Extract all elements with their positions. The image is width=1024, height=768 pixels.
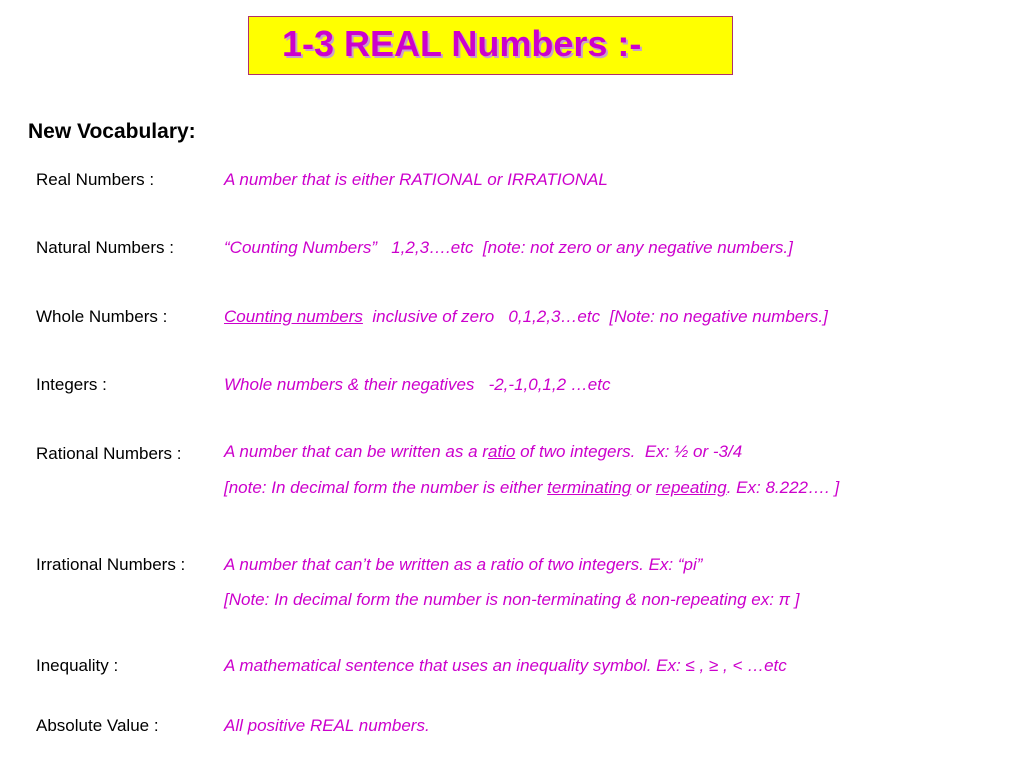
slide-title: 1-3 REAL Numbers :- [282, 23, 642, 64]
vocab-definition [224, 478, 839, 498]
vocab-term: Inequality : [36, 656, 119, 675]
vocab-definition [224, 442, 742, 462]
definition-text: inclusive of zero 0,1,2,3…etc [Note: no negative numbers.] [362, 307, 828, 326]
vocab-term: Natural Numbers : [36, 238, 174, 257]
definition-text: . Ex: 8.222…. ] [726, 478, 840, 497]
vocab-definition [224, 716, 430, 736]
definition-text: of two integers. Ex: ½ or -3/4 [515, 442, 743, 461]
vocab-definition [224, 590, 800, 610]
definition-text: A number that can be written as a r [224, 442, 488, 461]
vocab-term: Irrational Numbers : [36, 555, 186, 574]
definition-text: All positive REAL numbers. [224, 716, 430, 735]
vocab-term: Whole Numbers : [36, 307, 168, 326]
definition-text: A mathematical sentence that uses an inequality symbol. Ex: ≤ , ≥ , < …etc [224, 656, 787, 675]
vocab-definition [224, 307, 828, 327]
vocab-definition [224, 170, 608, 190]
vocab-definition [224, 555, 702, 575]
vocab-term: Rational Numbers : [36, 444, 182, 463]
definition-text: A number that can’t be written as a ratio of two integers. Ex: “pi” [224, 555, 703, 574]
definition-text: A number that is either RATIONAL or IRRATIONAL [224, 170, 608, 189]
vocab-term: Integers : [36, 375, 107, 394]
underlined-text: terminating [547, 478, 632, 497]
underlined-text: repeating [655, 478, 727, 497]
vocab-definition [224, 656, 787, 676]
underlined-text: Counting numbers [224, 307, 363, 326]
vocab-definition [224, 375, 610, 395]
vocab-definition [224, 238, 793, 258]
vocab-term: Absolute Value : [36, 716, 159, 735]
vocab-term: Real Numbers : [36, 170, 155, 189]
title-banner [248, 16, 733, 75]
underlined-text: atio [487, 442, 516, 461]
definition-text: Whole numbers & their negatives -2,-1,0,1,2 …etc [224, 375, 611, 394]
definition-text: [note: In decimal form the number is either [224, 478, 548, 497]
definition-text: “Counting Numbers” 1,2,3….etc [note: not zero or any negative numbers.] [224, 238, 793, 257]
definition-text: or [631, 478, 656, 497]
definition-text: [Note: In decimal form the number is non-terminating & non-repeating ex: π ] [224, 590, 800, 609]
section-heading: New Vocabulary: [28, 120, 196, 143]
